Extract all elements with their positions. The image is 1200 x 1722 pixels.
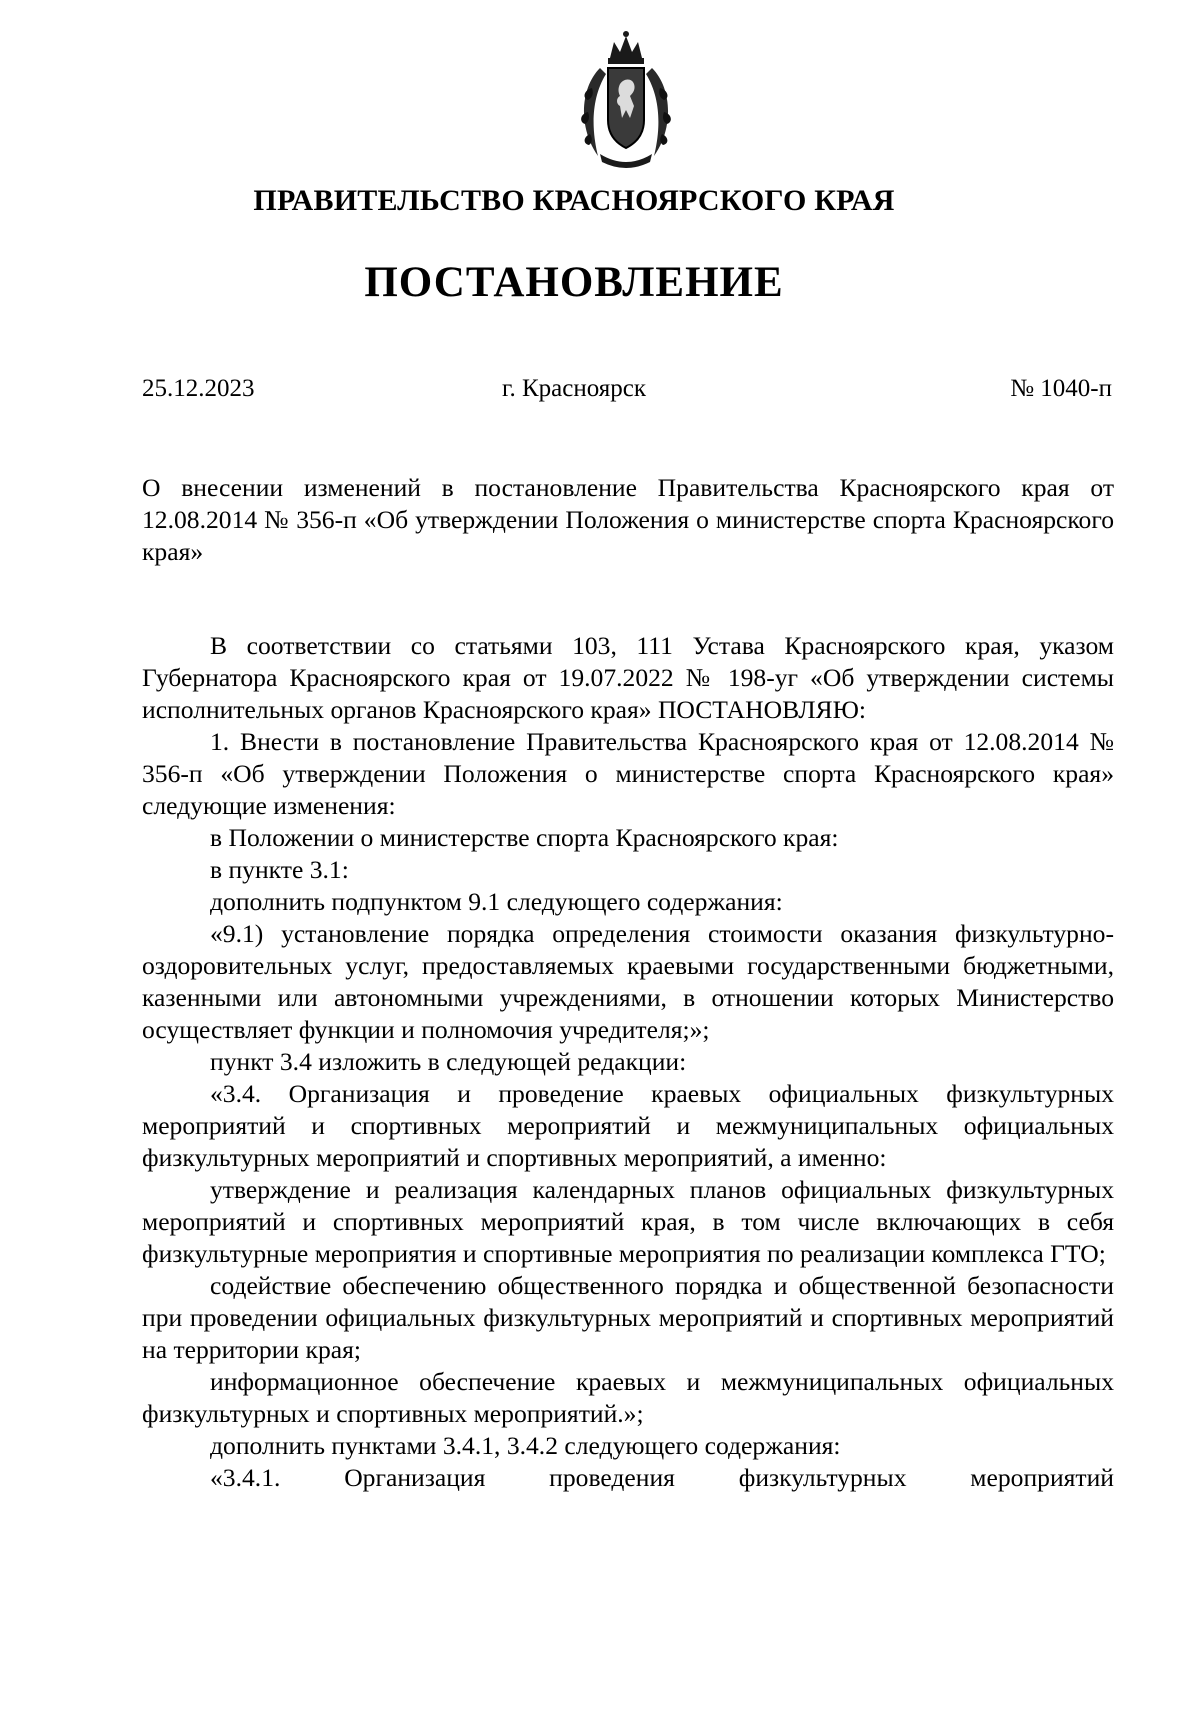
body-paragraph: утверждение и реализация календарных планов официальных физкультурных мероприятий и спортивных мероприятий края, в том числе включающих в себя физкультурные мероприятия и спортивные мероприятия по реализации комплекса ГТО; [142, 1175, 1114, 1268]
body-paragraph: информационное обеспечение краевых и межмуниципальных официальных физкультурных и спортивных мероприятий.»; [142, 1367, 1114, 1428]
document-body [142, 630, 1114, 1494]
body-paragraph: «9.1) установление порядка определения стоимости оказания физкультурно-оздоровительных услуг, предоставляемых краевыми государственными бюджетными, казенными или автономными учреждениями, в отношении которых Министерство осуществляет функции и полномочия учредителя;»; [142, 919, 1114, 1044]
body-paragraph: «3.4.1. Организация проведения физкультурных мероприятий [210, 1463, 1114, 1492]
body-paragraph: «3.4. Организация и проведение краевых официальных физкультурных мероприятий и спортивных мероприятий и межмуниципальных официальных физкультурных мероприятий и спортивных мероприятий, а именно: [142, 1079, 1114, 1172]
body-paragraph: дополнить подпунктом 9.1 следующего содержания: [210, 887, 783, 916]
document-type-title: ПОСТАНОВЛЕНИЕ [364, 259, 784, 306]
organization-title: ПРАВИТЕЛЬСТВО КРАСНОЯРСКОГО КРАЯ [253, 184, 895, 217]
subject-text: О внесении изменений в постановление Правительства Красноярского края от 12.08.2014 № 356-п «Об утверждении Положения о министерстве спорта Красноярского края» [142, 473, 1114, 566]
document-number: № 1040-п [1010, 375, 1112, 402]
document-subject [142, 472, 1114, 568]
body-paragraph: дополнить пунктами 3.4.1, 3.4.2 следующего содержания: [210, 1431, 841, 1460]
body-paragraph: содействие обеспечению общественного порядка и общественной безопасности при проведении официальных физкультурных мероприятий и спортивных мероприятий на территории края; [142, 1271, 1114, 1364]
body-paragraph: в Положении о министерстве спорта Красноярского края: [210, 823, 839, 852]
coat-of-arms-icon [570, 28, 682, 170]
body-paragraph: В соответствии со статьями 103, 111 Устава Красноярского края, указом Губернатора Красноярского края от 19.07.2022 № 198-уг «Об утверждении системы исполнительных органов Красноярского края» ПОСТАНОВЛЯЮ: [142, 631, 1114, 724]
document-date: 25.12.2023 [142, 375, 255, 402]
body-paragraph: в пункте 3.1: [210, 855, 349, 884]
body-paragraph: пункт 3.4 изложить в следующей редакции: [210, 1047, 687, 1076]
body-paragraph: 1. Внести в постановление Правительства Красноярского края от 12.08.2014 № 356-п «Об утверждении Положения о министерстве спорта Красноярского края» следующие изменения: [142, 727, 1114, 820]
document-city: г. Красноярск [502, 375, 646, 402]
